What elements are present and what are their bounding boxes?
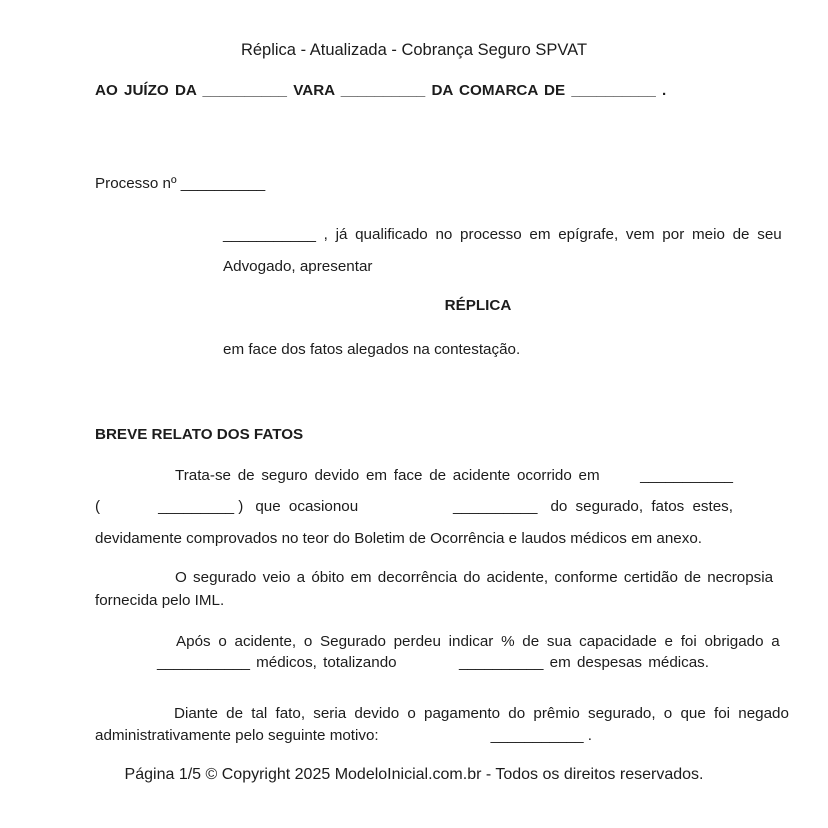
facts-paragraph2-line2: fornecida pelo IML. bbox=[95, 592, 225, 609]
facts-p1-l1-text: Trata-se de seguro devido em face de acidente ocorrido em bbox=[175, 467, 600, 484]
facts-p3-l2-gap bbox=[397, 653, 459, 673]
qualification-line-2: Advogado, apresentar bbox=[223, 258, 373, 275]
qualification-line-1: ___________ , já qualificado no processo em epígrafe, vem por meio de seu bbox=[223, 226, 782, 243]
facts-paragraph4-line2 bbox=[95, 726, 733, 746]
facts-p1-l2-open-paren: ( bbox=[95, 498, 101, 515]
facts-p1-l2-text1: que ocasionou bbox=[255, 498, 359, 515]
facts-paragraph4-line1: Diante de tal fato, seria devido o pagamento do prêmio segurado, o que foi negado bbox=[174, 705, 789, 722]
facts-p3-l2-blank-despesas: __________ em despesas médicas. bbox=[458, 654, 709, 671]
facts-paragraph2-line1: O segurado veio a óbito em decorrência do acidente, conforme certidão de necropsia bbox=[175, 569, 774, 586]
facts-p1-l1-blank: ___________ bbox=[640, 467, 733, 484]
facts-p1-l2-blank2: __________ bbox=[452, 498, 538, 515]
facts-p1-l2-text2: do segurado, fatos estes, bbox=[550, 498, 733, 515]
facts-paragraph1-line3: devidamente comprovados no teor do Boletim de Ocorrência e laudos médicos em anexo. bbox=[95, 530, 702, 547]
document-title: Réplica - Atualizada - Cobrança Seguro SPVAT bbox=[240, 41, 588, 59]
section-heading-breve-relato: BREVE RELATO DOS FATOS bbox=[95, 426, 304, 443]
facts-paragraph1-line2 bbox=[95, 497, 733, 517]
facts-p4-l2-text: administrativamente pelo seguinte motivo: bbox=[95, 727, 379, 744]
facts-p1-l2-gap bbox=[358, 497, 453, 517]
replica-subject-line: em face dos fatos alegados na contestação. bbox=[223, 341, 521, 358]
facts-p1-l2-blank1: _________ ) bbox=[158, 498, 244, 515]
page-footer-copyright: Página 1/5 © Copyright 2025 ModeloInicial.com.br - Todos os direitos reservados. bbox=[124, 766, 704, 783]
facts-p3-l2-blank-medicos: ___________ médicos, totalizando bbox=[157, 654, 397, 671]
replica-heading: RÉPLICA bbox=[444, 297, 512, 314]
facts-p4-l2-blank: ___________ . bbox=[490, 727, 593, 744]
facts-paragraph3-line1: Após o acidente, o Segurado perdeu indicar % de sua capacidade e foi obrigado a bbox=[176, 633, 780, 650]
court-heading: AO JUÍZO DA __________ VARA __________ DA COMARCA DE __________ . bbox=[95, 82, 667, 99]
facts-paragraph1-line1 bbox=[95, 466, 733, 486]
facts-paragraph3-line2 bbox=[95, 653, 733, 673]
process-number-line: Processo nº __________ bbox=[95, 175, 266, 192]
